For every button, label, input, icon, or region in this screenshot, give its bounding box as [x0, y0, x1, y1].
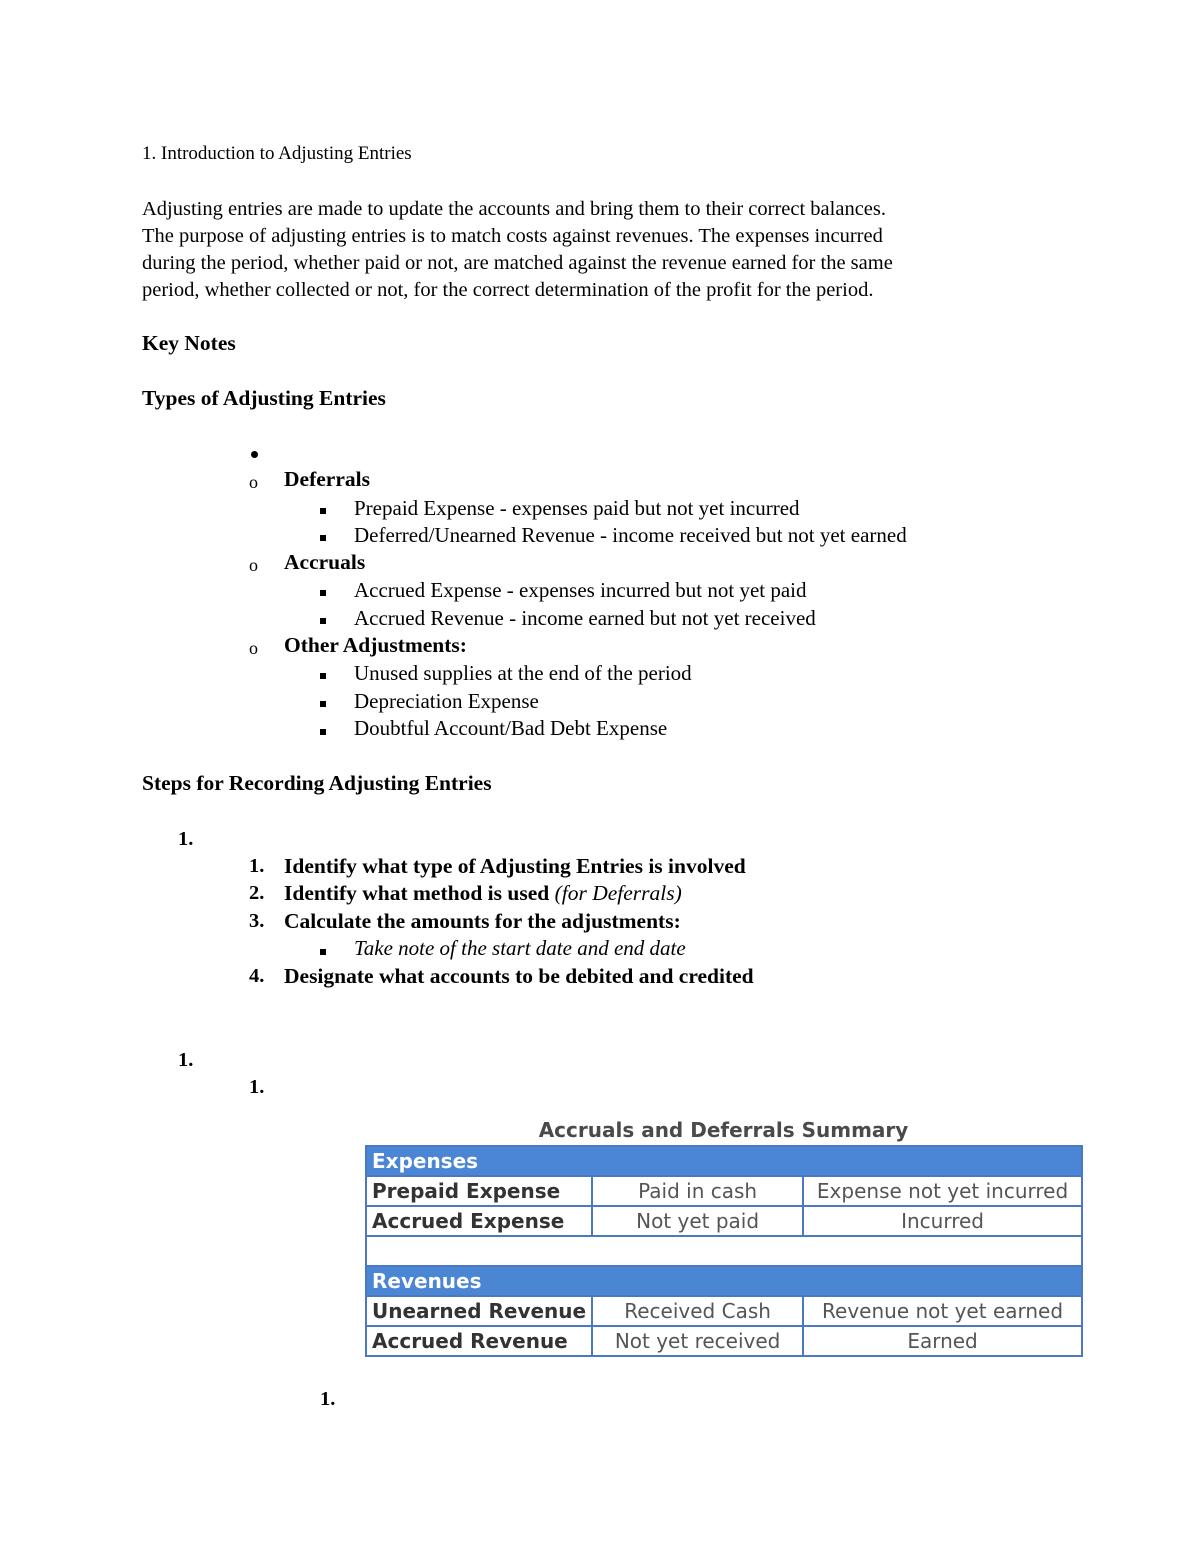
table-spacer-row: [366, 1236, 1082, 1266]
table-spacer-cell: [366, 1236, 1082, 1266]
table-cell: Earned: [803, 1326, 1082, 1356]
square-bullet-icon: [320, 535, 326, 541]
intro-line: period, whether collected or not, for the correct determination of the profit for the period.: [142, 279, 874, 301]
table-row: [366, 1206, 1082, 1236]
step-number: 1.: [249, 855, 265, 877]
other-adjustments-title: Other Adjustments:: [284, 633, 467, 657]
square-bullet-icon: [320, 590, 326, 596]
square-bullet-icon: [320, 618, 326, 624]
table-section-row: [366, 1266, 1082, 1296]
list-number: 1.: [320, 1388, 336, 1410]
list-item: Unused supplies at the end of the period: [354, 661, 692, 685]
table-section-row: [366, 1146, 1082, 1176]
table-cell: Revenue not yet earned: [803, 1296, 1082, 1326]
expenses-header: Expenses: [366, 1146, 1082, 1176]
table-title: Accruals and Deferrals Summary: [538, 1118, 909, 1142]
square-bullet-icon: [320, 729, 326, 735]
step-text: Identify what type of Adjusting Entries is involved: [284, 854, 746, 878]
step-text-main: Identify what method is used: [284, 881, 555, 905]
table-cell: Expense not yet incurred: [803, 1176, 1082, 1206]
square-bullet-icon: [320, 701, 326, 707]
step-text: Calculate the amounts for the adjustments:: [284, 909, 681, 933]
step-text: Designate what accounts to be debited and credited: [284, 964, 754, 988]
table-cell-label: Accrued Expense: [366, 1206, 592, 1236]
table-cell: Received Cash: [592, 1296, 803, 1326]
types-heading: Types of Adjusting Entries: [142, 386, 386, 410]
section-heading: 1. Introduction to Adjusting Entries: [142, 143, 412, 164]
bullet-icon: [251, 451, 258, 458]
square-bullet-icon: [320, 673, 326, 679]
step-text: [284, 881, 682, 906]
table-cell-label: Unearned Revenue: [366, 1296, 592, 1326]
list-item: Depreciation Expense: [354, 689, 539, 713]
list-item: Deferred/Unearned Revenue - income received but not yet earned: [354, 523, 907, 547]
circle-bullet-icon: o: [249, 472, 258, 492]
summary-table: [365, 1145, 1083, 1357]
table-cell: Not yet received: [592, 1326, 803, 1356]
square-bullet-icon: [320, 508, 326, 514]
list-number: 1.: [178, 828, 194, 850]
table-row: [366, 1296, 1082, 1326]
circle-bullet-icon: o: [249, 638, 258, 658]
step-number: 4.: [249, 965, 265, 987]
table-cell-label: Prepaid Expense: [366, 1176, 592, 1206]
square-bullet-icon: [320, 949, 326, 955]
list-item: Prepaid Expense - expenses paid but not yet incurred: [354, 496, 800, 520]
intro-line: The purpose of adjusting entries is to match costs against revenues. The expenses incurred: [142, 225, 883, 247]
accruals-title: Accruals: [284, 550, 366, 574]
intro-paragraph: [142, 196, 1052, 304]
table-cell: Incurred: [803, 1206, 1082, 1236]
table-row: [366, 1176, 1082, 1206]
table-cell-label: Accrued Revenue: [366, 1326, 592, 1356]
circle-bullet-icon: o: [249, 555, 258, 575]
list-item: Doubtful Account/Bad Debt Expense: [354, 716, 668, 740]
step-number: 2.: [249, 882, 265, 904]
table-row: [366, 1326, 1082, 1356]
list-number: 1.: [249, 1076, 265, 1098]
revenues-header: Revenues: [366, 1266, 1082, 1296]
list-item: Accrued Expense - expenses incurred but not yet paid: [354, 578, 807, 602]
step-text-italic: (for Deferrals): [554, 881, 682, 905]
intro-line: Adjusting entries are made to update the accounts and bring them to their correct balances.: [142, 198, 886, 220]
intro-line: during the period, whether paid or not, are matched against the revenue earned for the same: [142, 252, 893, 274]
list-number: 1.: [178, 1049, 194, 1071]
key-notes-heading: Key Notes: [142, 331, 236, 355]
table-cell: Not yet paid: [592, 1206, 803, 1236]
table-cell: Paid in cash: [592, 1176, 803, 1206]
steps-heading: Steps for Recording Adjusting Entries: [142, 771, 492, 795]
step-sub-note: Take note of the start date and end date: [354, 936, 686, 960]
list-item: Accrued Revenue - income earned but not yet received: [354, 606, 816, 630]
step-number: 3.: [249, 910, 265, 932]
deferrals-title: Deferrals: [284, 467, 370, 491]
